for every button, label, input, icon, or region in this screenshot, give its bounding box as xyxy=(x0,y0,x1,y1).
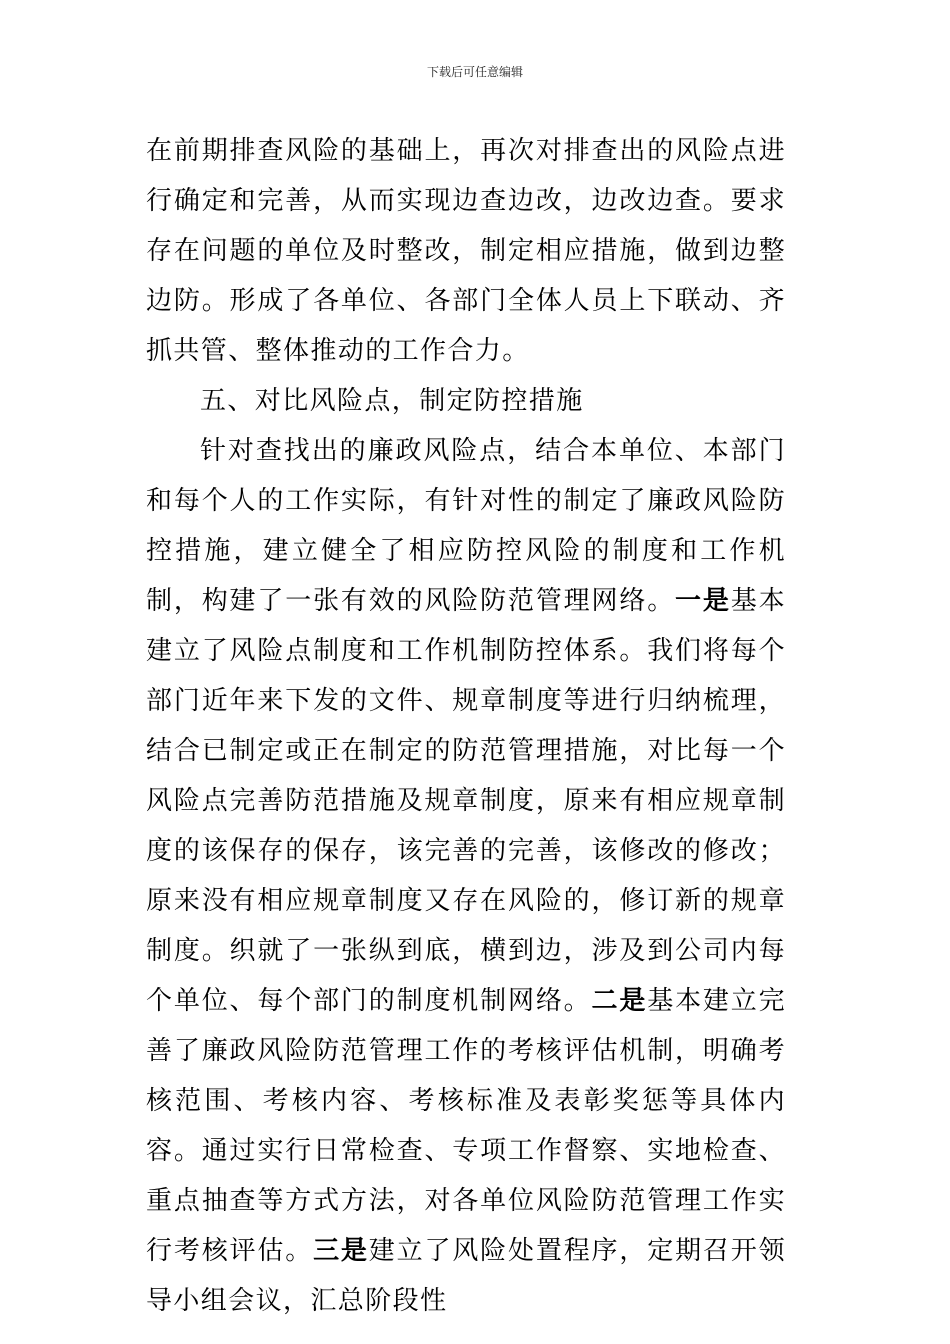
text-second: 基本建立完善了廉政风险防范管理工作的考核评估机制，明确考核范围、考核内容、考核标准及表彰奖惩等具体内容。通过实行日常检查、专项工作督察、实地检查、重点抽查等方式方法，对各单位风险防范管理工作实行考核评估。 xyxy=(146,986,786,1266)
paragraph-intro: 针对查找出的廉政风险点，结合本单位、本部门和每个人的工作实际，有针对性的制定了廉政风险防控措施，建立健全了相应防控风险的制度和工作机制，构建了一张有效的风险防范管理网络。 xyxy=(146,436,786,616)
page-header-note: 下载后可任意编辑 xyxy=(426,65,523,79)
paragraph-continuation: 在前期排查风险的基础上，再次对排查出的风险点进行确定和完善，从而实现边查边改，边改边查。要求存在问题的单位及时整改，制定相应措施，做到边整边防。形成了各单位、各部门全体人员上下联动、齐抓共管、整体推动的工作合力。 xyxy=(146,136,786,366)
document-body xyxy=(146,126,786,1326)
lead-second: 二是 xyxy=(591,986,648,1016)
paragraph-control-measures xyxy=(146,426,786,1326)
section-heading-5: 五、对比风险点，制定防控措施 xyxy=(200,386,584,416)
lead-third: 三是 xyxy=(313,1236,369,1266)
lead-first: 一是 xyxy=(675,586,731,616)
text-third: 建立了风险处置程序，定期召开领导小组会议，汇总阶段性 xyxy=(146,1236,786,1316)
text-first: 基本建立了风险点制度和工作机制防控体系。我们将每个部门近年来下发的文件、规章制度等进行归纳梳理，结合已制定或正在制定的防范管理措施，对比每一个风险点完善防范措施及规章制度，原来有相应规章制度的该保存的保存，该完善的完善，该修改的修改；原来没有相应规章制度又存在风险的，修订新的规章制度。织就了一张纵到底，横到边，涉及到公司内每个单位、每个部门的制度机制网络。 xyxy=(146,586,786,1016)
